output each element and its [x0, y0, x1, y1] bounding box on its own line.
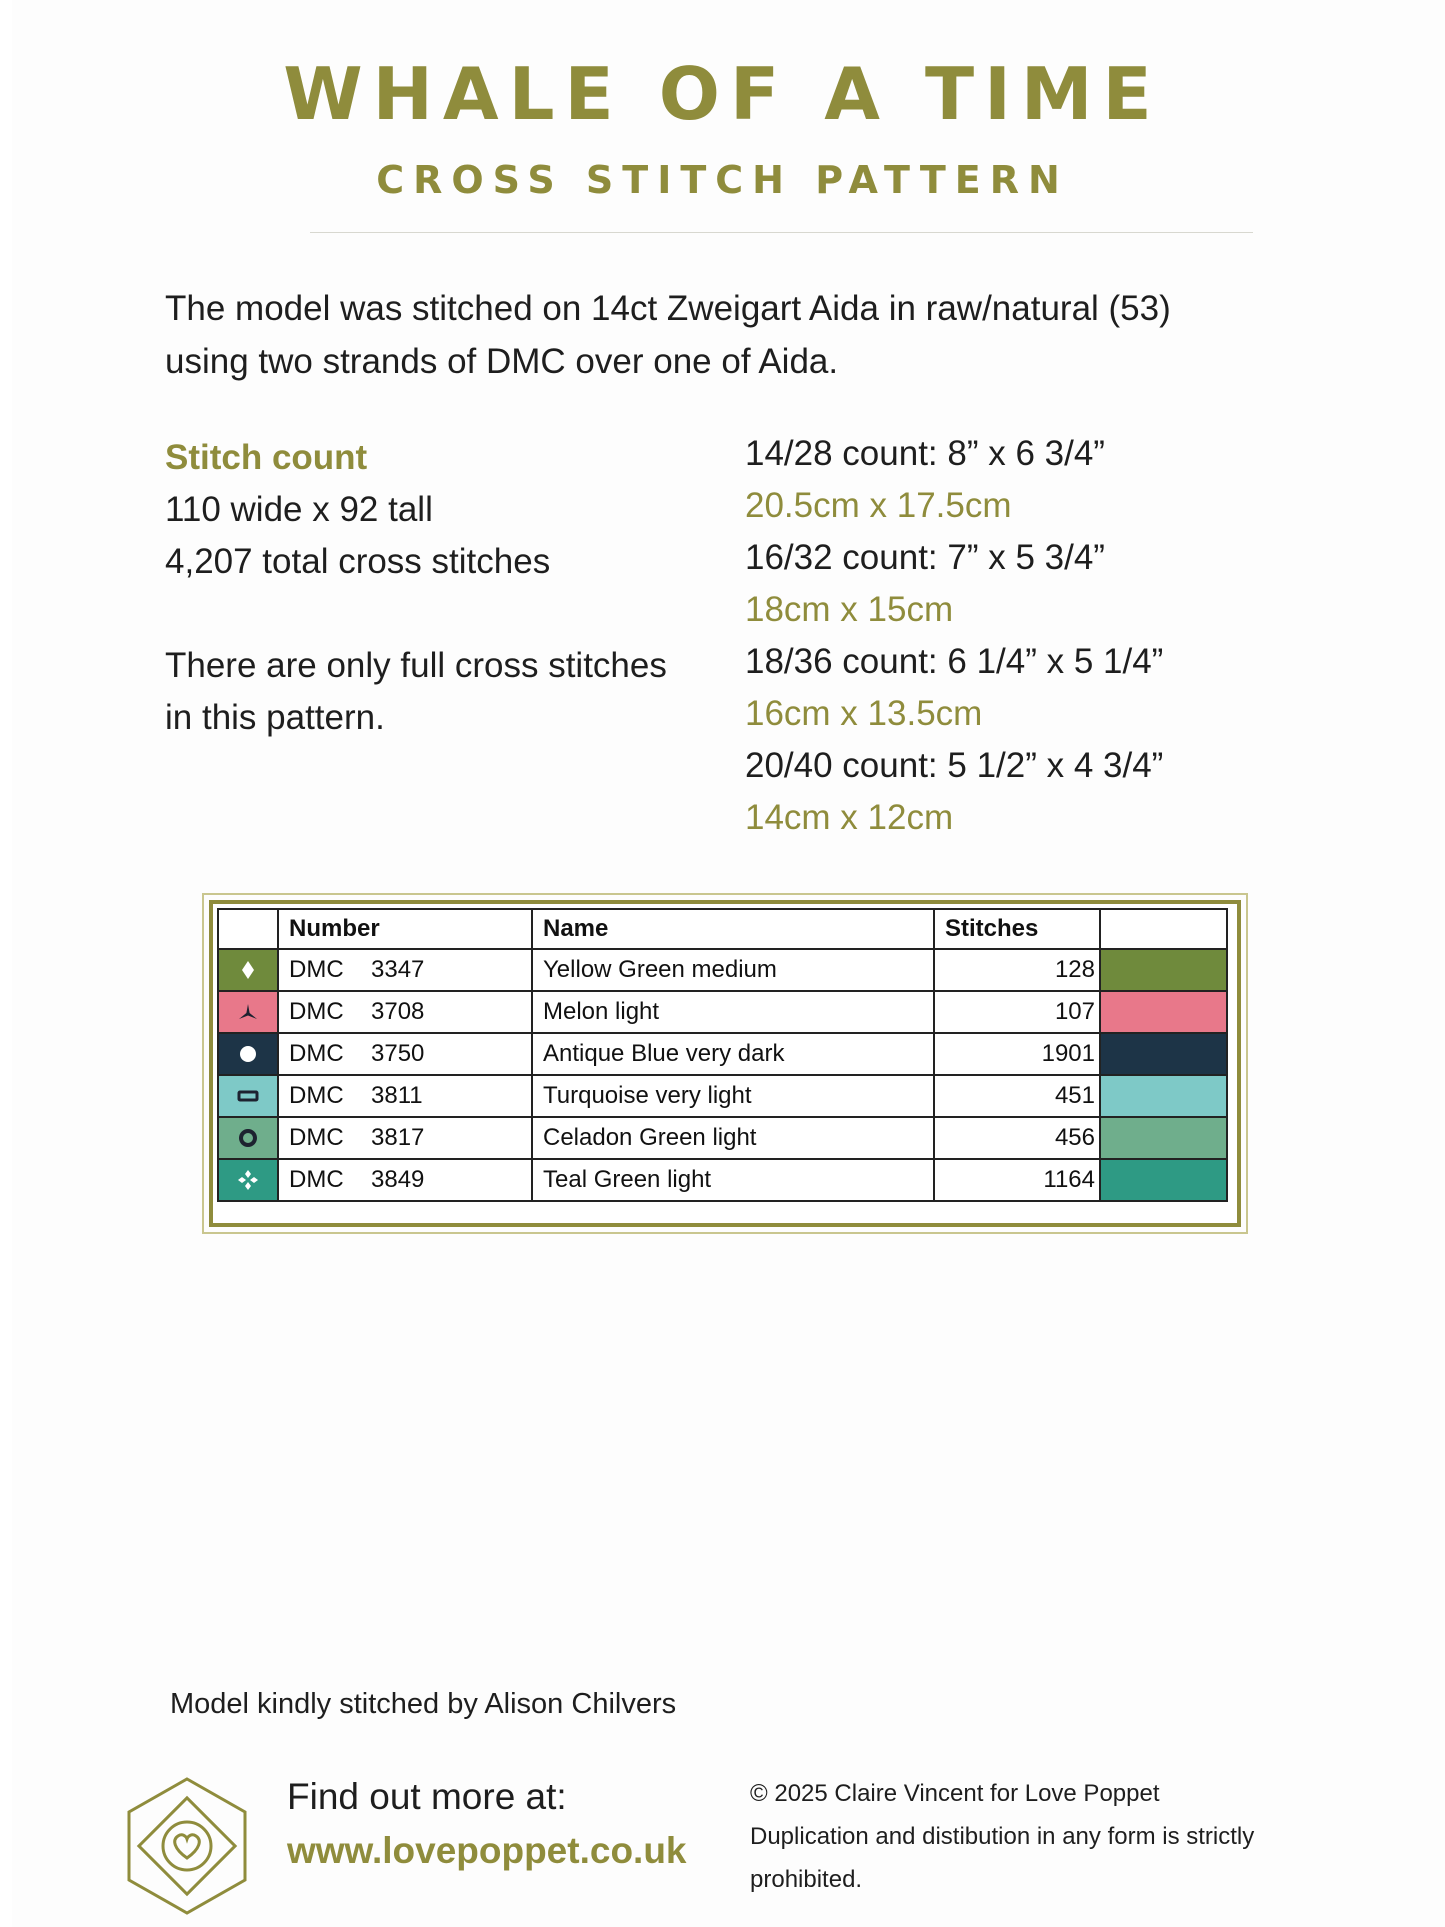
thread-key-frame: [202, 893, 1248, 1234]
color-swatch: [1100, 1159, 1227, 1201]
color-swatch: [1100, 991, 1227, 1033]
thread-name: Turquoise very light: [532, 1075, 934, 1117]
name-header: Name: [532, 909, 934, 949]
symbol-cell: [218, 1075, 278, 1117]
page-subtitle: CROSS STITCH PATTERN: [376, 158, 1069, 202]
model-credit: Model kindly stitched by Alison Chilvers: [170, 1688, 677, 1720]
thread-name: Celadon Green light: [532, 1117, 934, 1159]
stitch-note: There are only full cross stitches: [165, 646, 667, 685]
table-header-row: [218, 909, 1227, 949]
table-row: [218, 1033, 1227, 1075]
notice-text: Duplication and distibution in any form is strictly: [750, 1823, 1255, 1850]
thread-name: Melon light: [532, 991, 934, 1033]
intro-line: The model was stitched on 14ct Zweigart Aida in raw/natural (53): [165, 289, 1171, 328]
thread-stitches: 107: [934, 991, 1100, 1033]
thread-name: Antique Blue very dark: [532, 1033, 934, 1075]
thread-key-table: [217, 908, 1228, 1202]
thread-stitches: 456: [934, 1117, 1100, 1159]
table-row: [218, 1117, 1227, 1159]
divider: [310, 232, 1253, 233]
thread-number: DMC 3708: [278, 991, 532, 1033]
size-metric: 18cm x 15cm: [745, 590, 954, 629]
stitch-dimensions: 110 wide x 92 tall: [165, 490, 433, 529]
number-header: Number: [278, 909, 532, 949]
symbol-cell: [218, 1159, 278, 1201]
color-swatch: [1100, 1075, 1227, 1117]
thread-stitches: 1901: [934, 1033, 1100, 1075]
tri-spoke-icon: [219, 992, 277, 1032]
size-imperial: 14/28 count: 8” x 6 3/4”: [745, 434, 1105, 473]
size-imperial: 18/36 count: 6 1/4” x 5 1/4”: [745, 642, 1164, 681]
swatch-header: [1100, 909, 1227, 949]
color-swatch: [1100, 1033, 1227, 1075]
stitch-count-section: [165, 432, 725, 744]
size-imperial: 20/40 count: 5 1/2” x 4 3/4”: [745, 746, 1164, 785]
stitch-total: 4,207 total cross stitches: [165, 542, 551, 581]
thread-number: DMC 3750: [278, 1033, 532, 1075]
symbol-cell: [218, 949, 278, 991]
symbol-cell: [218, 991, 278, 1033]
page-title: WHALE OF A TIME: [283, 52, 1162, 136]
color-swatch: [1100, 1117, 1227, 1159]
copyright-block: [750, 1772, 1270, 1901]
thread-name: Yellow Green medium: [532, 949, 934, 991]
symbol-header: [218, 909, 278, 949]
table-row: [218, 949, 1227, 991]
diamond-icon: [219, 950, 277, 990]
website-link[interactable]: www.lovepoppet.co.uk: [287, 1830, 687, 1871]
thread-number: DMC 3811: [278, 1075, 532, 1117]
hexagon-heart-logo-icon: [124, 1776, 250, 1916]
size-metric: 14cm x 12cm: [745, 798, 954, 837]
bar-icon: [219, 1076, 277, 1116]
stitch-count-heading: Stitch count: [165, 438, 368, 477]
dot-icon: [219, 1034, 277, 1074]
thread-stitches: 1164: [934, 1159, 1100, 1201]
size-metric: 16cm x 13.5cm: [745, 694, 983, 733]
copyright-text: © 2025 Claire Vincent for Love Poppet: [750, 1780, 1160, 1807]
four-diamonds-icon: [219, 1160, 277, 1200]
stitches-header: Stitches: [934, 909, 1100, 949]
table-row: [218, 1159, 1227, 1201]
stitch-note: in this pattern.: [165, 698, 385, 737]
thread-number: DMC 3849: [278, 1159, 532, 1201]
notice-text: prohibited.: [750, 1866, 863, 1893]
intro-paragraph: [165, 282, 1265, 388]
size-imperial: 16/32 count: 7” x 5 3/4”: [745, 538, 1105, 577]
color-swatch: [1100, 949, 1227, 991]
thread-stitches: 128: [934, 949, 1100, 991]
finished-sizes: [745, 428, 1305, 844]
symbol-cell: [218, 1117, 278, 1159]
find-more-label: Find out more at:: [287, 1776, 567, 1817]
thread-name: Teal Green light: [532, 1159, 934, 1201]
size-metric: 20.5cm x 17.5cm: [745, 486, 1012, 525]
intro-line: using two strands of DMC over one of Aida.: [165, 342, 839, 381]
table-row: [218, 1075, 1227, 1117]
ring-icon: [219, 1118, 277, 1158]
thread-stitches: 451: [934, 1075, 1100, 1117]
thread-number: DMC 3817: [278, 1117, 532, 1159]
symbol-cell: [218, 1033, 278, 1075]
table-row: [218, 991, 1227, 1033]
thread-number: DMC 3347: [278, 949, 532, 991]
